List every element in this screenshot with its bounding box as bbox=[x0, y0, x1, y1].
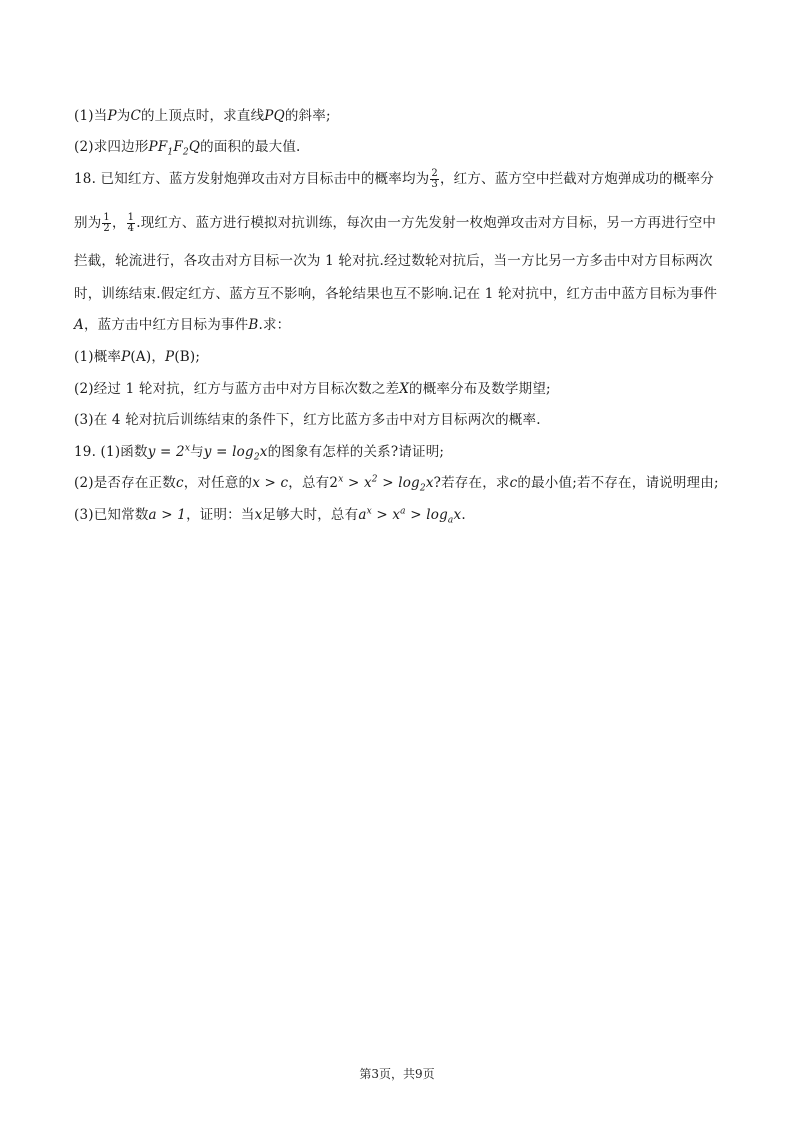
text: 的概率分布及数学期望; bbox=[409, 381, 551, 397]
math-var: x bbox=[259, 444, 268, 460]
fraction bbox=[430, 169, 439, 190]
math-var: (B) bbox=[174, 349, 196, 365]
math-expr: > x bbox=[343, 475, 372, 491]
q18-line5 bbox=[74, 313, 290, 333]
text: ，证明：当 bbox=[186, 507, 255, 523]
subscript: 2 bbox=[182, 147, 189, 158]
math-var: x bbox=[453, 507, 462, 523]
superscript: x bbox=[338, 474, 344, 485]
text: .现红方、蓝方进行模拟对抗训练，每次由一方先发射一枚炮弹攻击对方目标，另一方再进行空中 bbox=[136, 215, 717, 231]
text: 为 bbox=[116, 108, 131, 124]
text: .求： bbox=[258, 317, 291, 333]
math-expr: > x bbox=[371, 507, 401, 523]
superscript: 2 bbox=[371, 474, 378, 485]
subscript: 2 bbox=[419, 483, 426, 494]
superscript: x bbox=[184, 443, 191, 454]
q19-line3 bbox=[74, 503, 466, 526]
text: 足够大时，总有 bbox=[262, 507, 359, 523]
text: 与 bbox=[190, 444, 204, 460]
page-footer: 第3页，共9页 bbox=[359, 1067, 435, 1081]
fraction-numerator: 2 bbox=[431, 168, 438, 179]
text: ， bbox=[111, 215, 126, 231]
q18-line6 bbox=[74, 345, 200, 365]
math-var: X bbox=[399, 381, 410, 397]
superscript: a bbox=[400, 506, 406, 517]
text: 当 bbox=[93, 108, 108, 124]
math-expr: > log bbox=[405, 507, 448, 523]
math-var: x bbox=[425, 475, 434, 491]
text: (1)概率 bbox=[74, 349, 122, 365]
text: (2)经过 1 轮对抗，红方与蓝方击中对方目标次数之差 bbox=[74, 381, 400, 397]
fraction bbox=[127, 213, 136, 234]
fraction bbox=[102, 213, 111, 234]
q19-line2 bbox=[74, 471, 719, 494]
q18-line7 bbox=[74, 377, 551, 397]
math-expr: > log bbox=[377, 475, 420, 491]
q18-line1 bbox=[74, 167, 714, 190]
part-number: (2) bbox=[74, 139, 94, 155]
text: ， bbox=[151, 349, 166, 365]
text: ，总有 bbox=[288, 475, 330, 491]
math-var: (A) bbox=[130, 349, 152, 365]
text: 别为 bbox=[74, 215, 102, 231]
text: 的上顶点时，求直线 bbox=[140, 108, 265, 124]
math-var: C bbox=[130, 108, 141, 124]
math-expr: a bbox=[358, 507, 367, 523]
math-var: c bbox=[175, 475, 184, 491]
fraction-numerator: 1 bbox=[103, 212, 110, 223]
math-var: x bbox=[254, 507, 263, 523]
text: 19. (1)函数 bbox=[74, 444, 148, 460]
q18-line4: 时，训练结束.假定红方、蓝方互不影响，各轮结果也互不影响.记在 1 轮对抗中，红方击中蓝方目标为事件 bbox=[74, 286, 718, 302]
text: ，红方、蓝方空中拦截对方炮弹成功的概率分 bbox=[439, 171, 714, 187]
math-var: P bbox=[107, 108, 117, 124]
math-expr: a > 1 bbox=[148, 507, 187, 523]
math-var: PQ bbox=[264, 108, 285, 124]
math-var: B bbox=[248, 317, 259, 333]
math-expr: 2 bbox=[329, 475, 339, 491]
math-var: P bbox=[121, 349, 131, 365]
math-var: F bbox=[173, 139, 183, 155]
fraction-denominator: 3 bbox=[431, 179, 438, 190]
q19-line1 bbox=[74, 440, 444, 463]
text: 的最小值;若不存在，请说明理由; bbox=[517, 475, 719, 491]
part-number: (1) bbox=[74, 108, 94, 124]
q17-part1 bbox=[74, 104, 331, 124]
text: 的面积的最大值. bbox=[200, 139, 301, 155]
math-var: A bbox=[74, 317, 84, 333]
fraction-denominator: 4 bbox=[127, 223, 135, 234]
q17-part2 bbox=[74, 135, 301, 158]
subscript: 1 bbox=[167, 147, 174, 158]
fraction-denominator: 2 bbox=[103, 223, 110, 234]
q18-line8: (3)在 4 轮对抗后训练结束的条件下，红方比蓝方多击中对方目标两次的概率. bbox=[74, 412, 541, 428]
text: (2)是否存在正数 bbox=[74, 475, 176, 491]
text: (3)已知常数 bbox=[74, 507, 149, 523]
subscript: a bbox=[447, 515, 454, 526]
math-var: c bbox=[509, 475, 518, 491]
math-expr: y = 2 bbox=[147, 444, 185, 460]
text: 18. 已知红方、蓝方发射炮弹攻击对方目标击中的概率均为 bbox=[74, 171, 430, 187]
q18-line2 bbox=[74, 211, 716, 234]
math-var: P bbox=[165, 349, 175, 365]
text: ?若存在，求 bbox=[433, 475, 510, 491]
text: ，蓝方击中红方目标为事件 bbox=[83, 317, 249, 333]
text: . bbox=[461, 507, 466, 523]
text: ，对任意的 bbox=[183, 475, 253, 491]
superscript: x bbox=[366, 506, 372, 517]
math-expr: x > c bbox=[252, 475, 289, 491]
subscript: 2 bbox=[253, 452, 260, 463]
text: ; bbox=[195, 349, 201, 365]
text: 求四边形 bbox=[93, 139, 149, 155]
fraction-numerator: 1 bbox=[127, 212, 135, 223]
q18-line3: 拦截，轮流进行，各攻击对方目标一次为 1 轮对抗.经过数轮对抗后，当一方比另一方多击中对方目标两次 bbox=[74, 253, 713, 269]
math-expr: y = log bbox=[203, 444, 254, 460]
math-var: PF bbox=[148, 139, 168, 155]
text: 的斜率; bbox=[284, 108, 331, 124]
math-var: Q bbox=[188, 139, 201, 155]
text: 的图象有怎样的关系?请证明; bbox=[267, 444, 445, 460]
